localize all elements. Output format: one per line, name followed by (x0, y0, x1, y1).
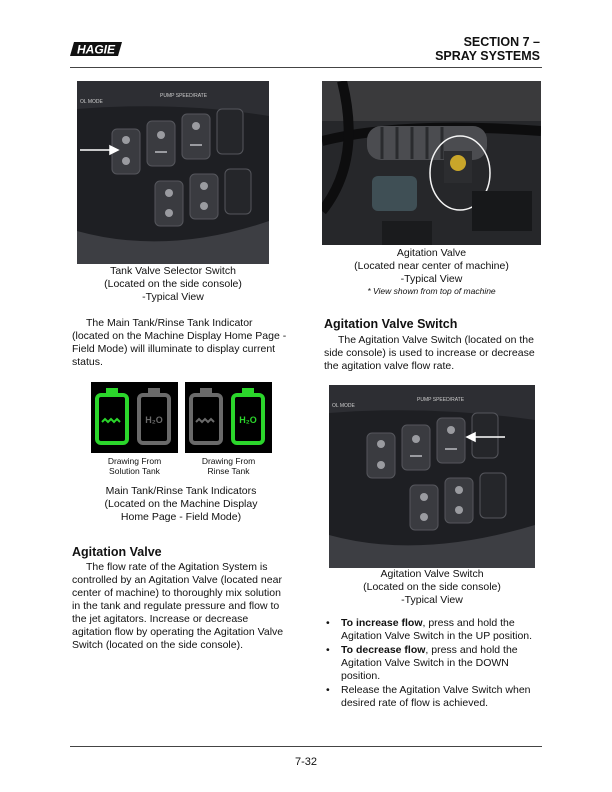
photo3-caption (329, 568, 535, 607)
photo2-note: * View shown from top of machine (367, 286, 496, 296)
caption-line: Agitation Valve Switch (380, 568, 484, 580)
caption-line: (Located on the side console) (104, 278, 242, 290)
list-item: • To decrease flow, press and hold the Agitation Valve Switch in the DOWN position. (324, 644, 542, 683)
photo-label-pump: PUMP SPEED/RATE (160, 93, 208, 99)
section-line-2: SPRAY SYSTEMS (435, 49, 540, 63)
indicators-caption (72, 485, 290, 524)
solution-tank-indicator (91, 382, 178, 453)
photo-label-mode: OL MODE (80, 99, 103, 105)
caption-line: Drawing From (201, 456, 256, 466)
indicator2-caption (185, 456, 272, 476)
water-glyph: H₂O (239, 415, 257, 425)
indicator1-caption (91, 456, 178, 476)
caption-line: Home Page - Field Mode) (120, 511, 242, 523)
rinse-tank-indicator (185, 382, 272, 453)
caption-line: -Typical View (401, 594, 463, 606)
caption-line: (Located on the side console) (363, 581, 501, 593)
photo-label-pump: PUMP SPEED/RATE (417, 397, 465, 403)
photo1-caption (77, 265, 269, 304)
list-item: • Release the Agitation Valve Switch when desired rate of flow is achieved. (324, 684, 542, 710)
agitation-switch-paragraph: The Agitation Valve Switch (located on the side console) is used to increase or decrease the agitation valve flow rate. (324, 334, 535, 372)
page-number: 7-32 (294, 756, 318, 768)
caption-line: (Located on the Machine Display (104, 498, 258, 510)
header-rule (70, 67, 542, 68)
caption-line: Drawing From (107, 456, 162, 466)
brand-text: HAGIE (76, 42, 116, 57)
photo-label-mode: OL MODE (332, 403, 355, 409)
hagie-logo (70, 40, 124, 58)
section-title (435, 35, 540, 63)
caption-line: Agitation Valve (396, 247, 467, 259)
caption-line: -Typical View (400, 273, 463, 285)
caption-line: Rinse Tank (207, 466, 250, 476)
footer-rule (70, 746, 542, 747)
tank-valve-switch-photo (77, 81, 269, 264)
caption-line: -Typical View (142, 291, 204, 303)
water-glyph: H₂O (145, 415, 163, 425)
agitation-valve-paragraph: The flow rate of the Agitation System is controlled by an Agitation Valve (located near center of machine) to thoroughly mix solution in the tank and regulate pressure and flow to the jet agitators. Increase or decrease agitation flow by operating the Agitation Valve Switch (located on the side console). (72, 561, 284, 651)
photo2-caption (322, 247, 541, 286)
caption-line: Main Tank/Rinse Tank Indicators (105, 485, 257, 497)
agitation-switch-photo (329, 385, 535, 568)
section-line-1: SECTION 7 – (463, 35, 540, 49)
caption-line: Tank Valve Selector Switch (110, 265, 236, 277)
caption-line: (Located near center of machine) (354, 260, 509, 272)
caption-line: Solution Tank (109, 466, 160, 476)
agitation-valve-heading: Agitation Valve (72, 545, 162, 559)
agitation-switch-heading: Agitation Valve Switch (324, 317, 458, 331)
indicator-paragraph: The Main Tank/Rinse Tank Indicator (located on the Machine Display Home Page - Field Mode) will illuminate to display current status. (72, 317, 287, 368)
agitation-instructions-list (324, 617, 542, 711)
list-item: • To increase flow, press and hold the Agitation Valve Switch in the UP position. (324, 617, 542, 643)
agitation-valve-photo (322, 81, 541, 245)
